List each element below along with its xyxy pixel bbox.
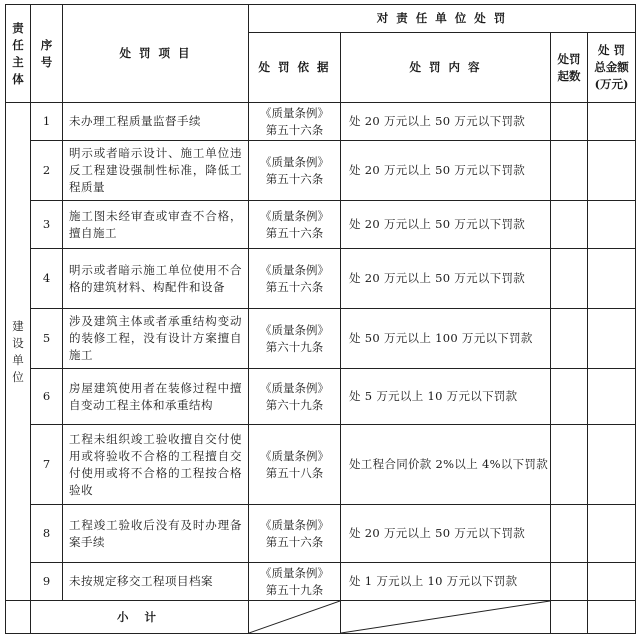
row-count (551, 369, 588, 425)
row-item: 未按规定移交工程项目档案 (63, 563, 249, 601)
row-number: 2 (31, 141, 63, 201)
amount-header: 处 罚 总金额 (万元) (588, 33, 636, 103)
basis-header: 处 罚 依 据 (249, 33, 341, 103)
row-basis: 《质量条例》 第六十九条 (249, 369, 341, 425)
row-content: 处 20 万元以上 50 万元以下罚款 (341, 103, 551, 141)
row-basis: 《质量条例》 第五十九条 (249, 563, 341, 601)
row-item: 工程未组织竣工验收擅自交付使用或将验收不合格的工程擅自交付使用或将不合格的工程按合格验收 (63, 425, 249, 505)
row-amount (588, 309, 636, 369)
row-item: 明示或者暗示设计、施工单位违反工程建设强制性标准，降低工程质量 (63, 141, 249, 201)
subtotal-label: 小 计 (31, 601, 249, 634)
row-amount (588, 201, 636, 249)
subject-cell: 建 设 单 位 (6, 103, 31, 601)
row-number: 6 (31, 369, 63, 425)
row-basis: 《质量条例》 第五十八条 (249, 425, 341, 505)
row-basis: 《质量条例》 第五十六条 (249, 141, 341, 201)
table-row (6, 563, 636, 601)
row-content: 处工程合同价款 2%以上 4%以下罚款 (341, 425, 551, 505)
subtotal-count (551, 601, 588, 634)
row-basis: 《质量条例》 第五十六条 (249, 103, 341, 141)
table-row (6, 201, 636, 249)
row-basis: 《质量条例》 第五十六条 (249, 505, 341, 563)
row-count (551, 249, 588, 309)
row-item: 明示或者暗示施工单位使用不合格的建筑材料、构配件和设备 (63, 249, 249, 309)
row-content: 处 20 万元以上 50 万元以下罚款 (341, 505, 551, 563)
table-row (6, 369, 636, 425)
row-number: 3 (31, 201, 63, 249)
row-content: 处 20 万元以上 50 万元以下罚款 (341, 201, 551, 249)
row-count (551, 103, 588, 141)
diagonal-line (249, 601, 340, 633)
row-number: 4 (31, 249, 63, 309)
table-row (6, 249, 636, 309)
row-count (551, 505, 588, 563)
subtotal-basis-diagonal (249, 601, 341, 634)
table-row (6, 309, 636, 369)
row-amount (588, 563, 636, 601)
row-number: 5 (31, 309, 63, 369)
table-row (6, 505, 636, 563)
row-number: 8 (31, 505, 63, 563)
row-item: 涉及建筑主体或者承重结构变动的装修工程，没有设计方案擅自施工 (63, 309, 249, 369)
item-header: 处 罚 项 目 (63, 5, 249, 103)
row-amount (588, 249, 636, 309)
subject-header: 责 任 主 体 (6, 5, 31, 103)
row-number: 1 (31, 103, 63, 141)
table-row (6, 425, 636, 505)
row-basis: 《质量条例》 第六十九条 (249, 309, 341, 369)
row-amount (588, 369, 636, 425)
row-content: 处 20 万元以上 50 万元以下罚款 (341, 141, 551, 201)
number-header: 序 号 (31, 5, 63, 103)
subtotal-content-diagonal (341, 601, 551, 634)
row-item: 未办理工程质量监督手续 (63, 103, 249, 141)
row-amount (588, 425, 636, 505)
header-row-top (6, 5, 636, 33)
row-item: 房屋建筑使用者在装修过程中擅自变动工程主体和承重结构 (63, 369, 249, 425)
subtotal-row (6, 601, 636, 634)
row-content: 处 50 万元以上 100 万元以下罚款 (341, 309, 551, 369)
row-amount (588, 103, 636, 141)
count-header: 处罚 起数 (551, 33, 588, 103)
content-header: 处 罚 内 容 (341, 33, 551, 103)
subtotal-blank (6, 601, 31, 634)
row-count (551, 201, 588, 249)
row-number: 9 (31, 563, 63, 601)
group-header: 对 责 任 单 位 处 罚 (249, 5, 636, 33)
diagonal-line (341, 601, 550, 633)
row-content: 处 5 万元以上 10 万元以下罚款 (341, 369, 551, 425)
row-item: 施工图未经审查或审查不合格，擅自施工 (63, 201, 249, 249)
row-number: 7 (31, 425, 63, 505)
row-count (551, 141, 588, 201)
row-item: 工程竣工验收后没有及时办理备案手续 (63, 505, 249, 563)
row-content: 处 1 万元以上 10 万元以下罚款 (341, 563, 551, 601)
table-row (6, 141, 636, 201)
row-count (551, 309, 588, 369)
penalty-table (5, 4, 636, 634)
subtotal-amount (588, 601, 636, 634)
table-row (6, 103, 636, 141)
row-basis: 《质量条例》 第五十六条 (249, 249, 341, 309)
row-count (551, 563, 588, 601)
row-count (551, 425, 588, 505)
row-amount (588, 141, 636, 201)
row-amount (588, 505, 636, 563)
row-content: 处 20 万元以上 50 万元以下罚款 (341, 249, 551, 309)
row-basis: 《质量条例》 第五十六条 (249, 201, 341, 249)
